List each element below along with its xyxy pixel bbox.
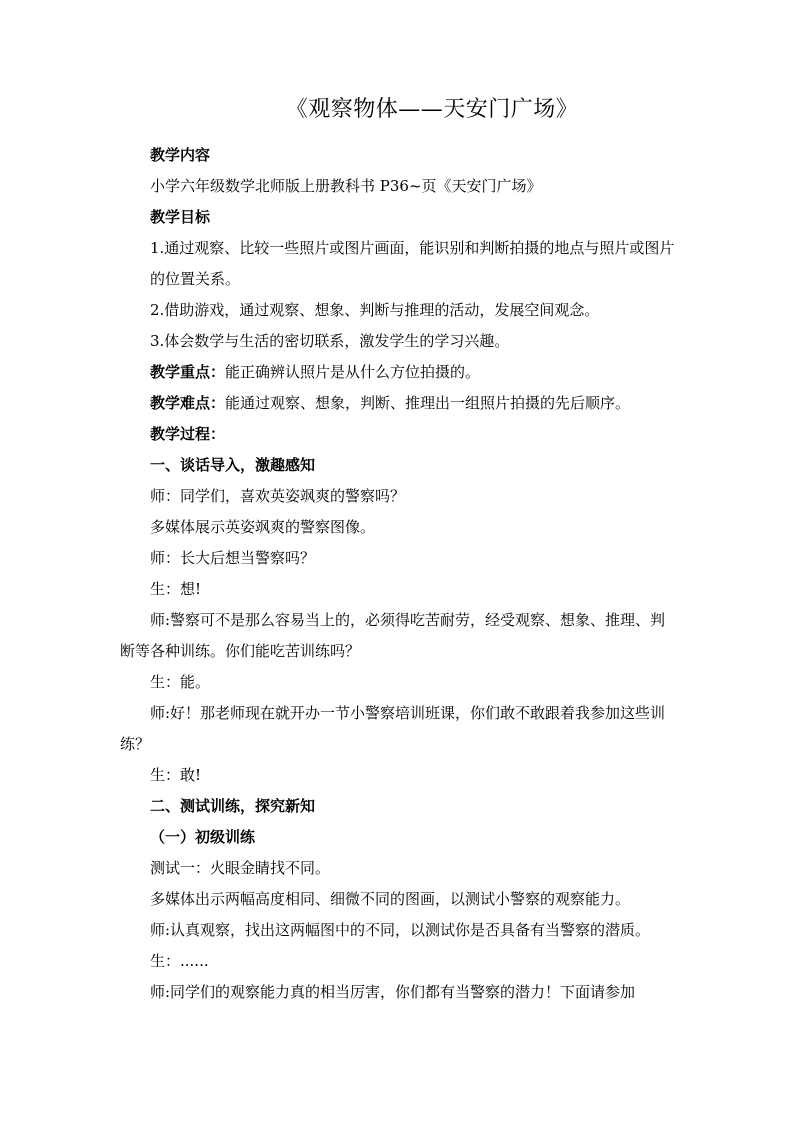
process-line: 师:同学们的观察能力真的相当厉害，你们都有当警察的潜力！下面请参加 [150,983,636,1001]
process-line: 师:好！那老师现在就开办一节小警察培训班课，你们敢不敢跟着我参加这些训练？ [120,704,666,753]
document-body [120,140,680,1008]
key-point-label: 教学重点： [150,363,226,381]
process-line: 多媒体出示两幅高度相同、细微不同的图画，以测试小警察的观察能力。 [150,890,631,908]
difficult-point-text: 能通过观察、想象，判断、推理出一组照片拍摄的先后顺序。 [225,394,631,412]
content-text: 小学六年级数学北师版上册教科书 P36~页《天安门广场》 [150,177,542,195]
goal-2: 2.借助游戏，通过观察、想象、判断与推理的活动，发展空间观念。 [150,301,600,319]
goal-1: 1.通过观察、比较一些照片或图片画面，能识别和判断拍摄的地点与照片或图片的位置关系。 [150,239,675,288]
process-line: 多媒体展示英姿飒爽的警察图像。 [150,518,376,536]
process-line: 师:认真观察，找出这两幅图中的不同，以测试你是否具备有当警察的潜质。 [150,921,651,939]
goal-3: 3.体会数学与生活的密切联系，激发学生的学习兴趣。 [150,332,510,350]
process-line: 生：...... [150,952,209,970]
key-point [120,357,680,388]
process-section-1-heading: 一、谈话导入，激趣感知 [150,456,316,474]
key-point-text: 能正确辨认照片是从什么方位拍摄的。 [225,363,481,381]
process-section-2-heading: 二、测试训练，探究新知 [150,797,316,815]
process-line: 师：同学们，喜欢英姿飒爽的警察吗？ [150,487,406,505]
process-line: 师:警察可不是那么容易当上的，必须得吃苦耐劳，经受观察、想象、推理、判断等各种训练。你们能吃苦训练吗？ [120,611,666,660]
process-line: 生：敢! [150,766,202,784]
process-line: 生：能。 [150,673,211,691]
document-title: 《观察物体——天安门广场》 [285,97,579,122]
process-subsection-heading: （一）初级训练 [150,828,256,846]
section-label-process: 教学过程： [150,425,226,443]
section-label-content: 教学内容 [150,146,211,164]
process-line: 师：长大后想当警察吗？ [150,549,316,567]
difficult-point-label: 教学难点： [150,394,226,412]
process-line: 生：想! [150,580,202,598]
process-line: 测试一：火眼金睛找不同。 [150,859,331,877]
section-label-goals: 教学目标 [150,208,211,226]
difficult-point [120,388,680,419]
